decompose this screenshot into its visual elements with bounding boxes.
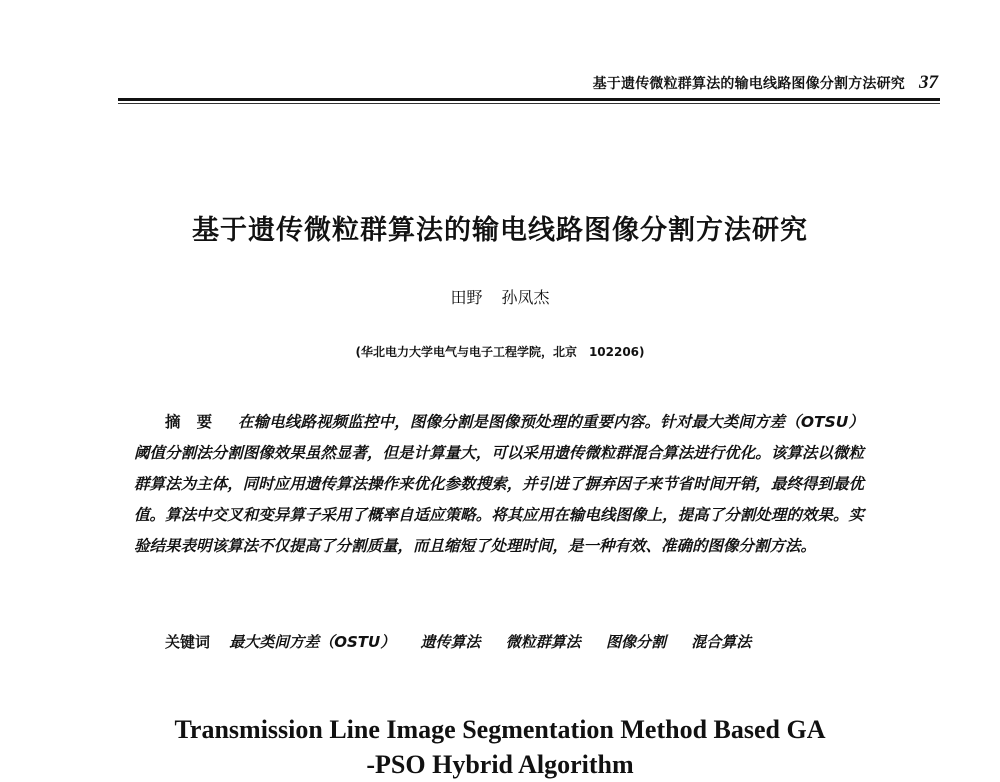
keywords [165,627,865,658]
keyword: 混合算法 [691,633,752,651]
abstract [134,407,864,562]
keywords-label: 关键词 [165,633,211,651]
header-rule-thin [118,103,940,104]
english-title-line2: -PSO Hybrid Algorithm [366,750,634,779]
abstract-label: 摘要 [165,413,229,431]
keyword: 图像分割 [605,633,666,651]
page-number: 37 [919,72,938,93]
affiliation: (华北电力大学电气与电子工程学院，北京 102206) [355,345,645,359]
abstract-text: 在输电线路视频监控中，图像分割是图像预处理的重要内容。针对最大类间方差（OTSU）阈值分割法分割图像效果虽然显著，但是计算量大，可以采用遗传微粒群混合算法进行优化。该算法以微粒群算法为主体，同时应用遗传算法操作来优化参数搜索，并引进了摒弃因子来节省时间开销，最终得到最优值。算法中交叉和变异算子采用了概率自适应策略。将其应用在输电线图像上，提高了分割处理的效果。实验结果表明该算法不仅提高了分割质量，而且缩短了处理时间，是一种有效、准确的图像分割方法。 [134,413,864,555]
english-title-line1: Transmission Line Image Segmentation Method Based GA [174,715,826,744]
keyword: 最大类间方差（OSTU） [229,633,396,651]
paper-title: 基于遗传微粒群算法的输电线路图像分割方法研究 [192,215,808,246]
keyword: 遗传算法 [420,633,481,651]
running-header [593,72,938,94]
header-rule [118,98,940,101]
running-title: 基于遗传微粒群算法的输电线路图像分割方法研究 [592,76,905,92]
keyword: 微粒群算法 [505,633,581,651]
authors: 田野 孙凤杰 [450,288,550,307]
